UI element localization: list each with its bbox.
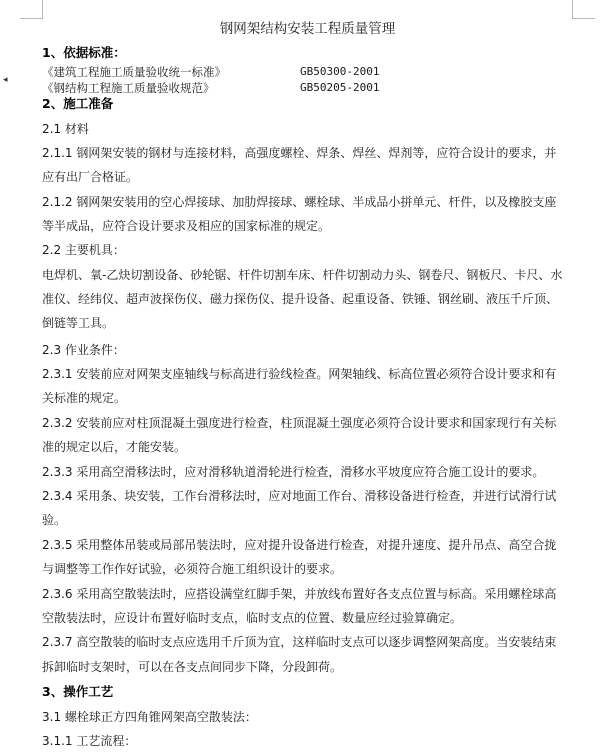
paragraph-line: 应有出厂合格证。 [42, 170, 139, 184]
subsection-title: 2.3 作业条件： [42, 343, 125, 357]
subsection-title: 3.1.1 工艺流程： [42, 734, 137, 748]
subsection-title: 2.1 材料 [42, 122, 89, 136]
paragraph-line: 2.1.2 钢网架安装用的空心焊接球、加肋焊接球、螺栓球、半成品小拼单元、杆件，以及橡胶支座 [42, 195, 557, 209]
paragraph-line: 关标准的规定。 [42, 391, 127, 405]
paragraph-line: 2.3.3 采用高空滑移法时，应对滑移轨道滑轮进行检查，滑移水平坡度应符合施工设计的要求。 [42, 465, 545, 479]
page-corner-mark-left [20, 0, 43, 19]
standard-row [42, 80, 602, 96]
paragraph-line: 2.1.1 钢网架安装的钢材与连接材料，高强度螺栓、焊条、焊丝、焊剂等，应符合设计的要求，并 [42, 146, 557, 160]
paragraph-line: 等半成品，应符合设计要求及相应的国家标准的规定。 [42, 219, 331, 233]
section-3-heading: 3、操作工艺 [42, 684, 114, 699]
paragraph-line: 准的规定以后，才能安装。 [42, 440, 187, 454]
standard-name: 《建筑工程施工质量验收统一标准》 [42, 65, 226, 79]
paragraph-line: 倒链等工具。 [42, 316, 115, 330]
section-1-heading: 1、依据标准： [42, 45, 126, 60]
paragraph-line: 2.3.7 高空散装的临时支点应选用千斤顶为宜，这样临时支点可以逐步调整网架高度。当安装结束 [42, 635, 557, 649]
document-title: 钢网架结构安装工程质量管理 [219, 21, 396, 37]
standard-row [42, 64, 602, 80]
margin-arrow-icon: ◂ [3, 75, 8, 85]
paragraph-line: 与调整等工作作好试验，必须符合施工组织设计的要求。 [42, 562, 343, 576]
standard-code: GB50205-2001 [300, 81, 380, 94]
paragraph-line: 2.3.4 采用条、块安装，工作台滑移法时，应对地面工作台、滑移设备进行检查，并进行试滑行试 [42, 489, 557, 503]
subsection-title: 2.2 主要机具： [42, 243, 125, 257]
standard-name: 《钢结构工程施工质量验收规范》 [42, 81, 215, 95]
paragraph-line: 2.3.5 采用整体吊装或局部吊装法时，应对提升设备进行检查，对提升速度、提升吊点、高空合拢 [42, 538, 557, 552]
paragraph-line: 空散装法时，应设计布置好临时支点，临时支点的位置、数量应经过验算确定。 [42, 611, 463, 625]
standard-code: GB50300-2001 [300, 65, 380, 78]
subsection-title: 3.1 螺栓球正方四角锥网架高空散装法： [42, 710, 257, 724]
paragraph-line: 2.3.1 安装前应对网架支座轴线与标高进行验线检查。网架轴线、标高位置必须符合设计要求和有 [42, 367, 557, 381]
paragraph-line: 验。 [42, 513, 67, 527]
paragraph-line: 拆卸临时支架时，可以在各支点间同步下降，分段卸荷。 [42, 660, 343, 674]
section-2-heading: 2、施工准备 [42, 96, 114, 111]
paragraph-line: 电焊机、氧-乙炔切割设备、砂轮锯、杆件切割车床、杆件切割动力头、钢卷尺、钢板尺、卡尺、水 [42, 268, 563, 282]
page-corner-mark-right [572, 0, 595, 19]
paragraph-line: 准仪、经纬仪、超声波探伤仪、磁力探伤仪、提升设备、起重设备、铁锤、钢丝刷、液压千斤顶、 [42, 292, 559, 306]
paragraph-line: 2.3.6 采用高空散装法时，应搭设满堂红脚手架，并放线布置好各支点位置与标高。采用螺栓球高 [42, 587, 557, 601]
paragraph-line: 2.3.2 安装前应对柱顶混凝土强度进行检查，柱顶混凝土强度必须符合设计要求和国家现行有关标 [42, 416, 557, 430]
